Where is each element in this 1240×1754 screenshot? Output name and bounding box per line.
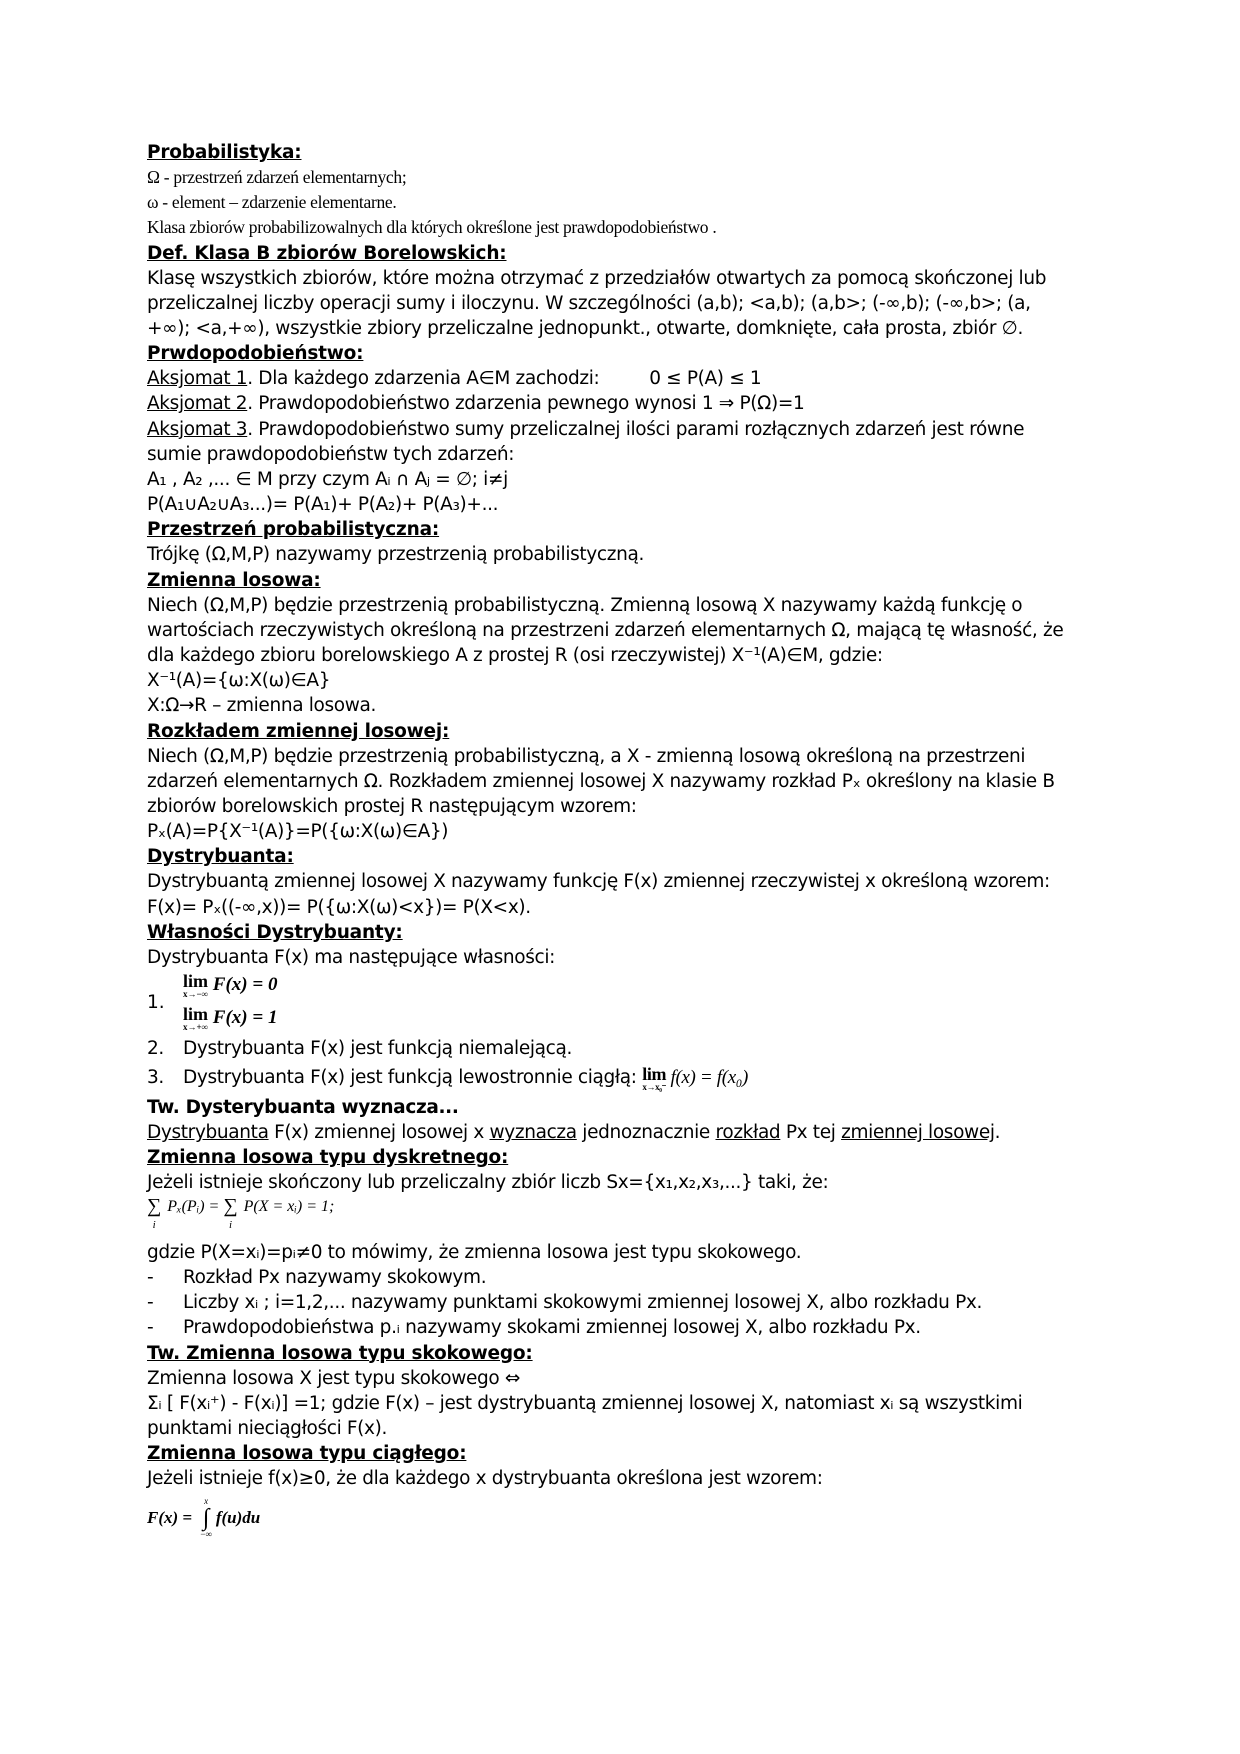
lim-operator: lim — [183, 1004, 209, 1025]
intro-line: ω - element – zdarzenie elementarne. — [147, 192, 397, 213]
underlined-term: rozkład — [715, 1122, 781, 1144]
list-text: Dystrybuanta F(x) jest funkcją lewostronnie ciągłą: — [183, 1067, 643, 1089]
section-heading-space: Przestrzeń probabilistyczna: — [147, 519, 440, 541]
bullet-dash: - — [147, 1317, 154, 1339]
axiom-2 — [147, 391, 1087, 416]
paragraph-line: wartościach rzeczywistych określoną na przestrzeni zdarzeń elementarnych Ω, mającą tę własność, że — [147, 619, 1064, 641]
property-1 — [147, 972, 1087, 1032]
bullet-item — [147, 1315, 1087, 1340]
theorem-heading: Tw. Dysterybuanta wyznacza... — [147, 1097, 459, 1119]
paragraph-line: gdzie P(X=xᵢ)=pᵢ≠0 to mówimy, że zmienna losowa jest typu skokowego. — [147, 1241, 802, 1263]
sigma-symbol: ∑ — [223, 1194, 238, 1217]
axiom-1 — [147, 366, 1087, 391]
lim-operator: lim — [183, 971, 209, 992]
list-number: 3. — [147, 1067, 164, 1089]
integral-formula — [147, 1497, 1087, 1539]
text-span: . — [994, 1122, 1001, 1144]
sum-formula — [147, 1196, 1087, 1240]
bullet-item — [147, 1265, 1087, 1290]
integral-lhs: F(x) = — [147, 1508, 197, 1528]
limit-formula — [183, 1005, 277, 1032]
integral-upper-limit: x — [204, 1496, 209, 1507]
intro-line: Ω - przestrzeń zdarzeń elementarnych; — [147, 167, 407, 187]
section-heading-borel: Def. Klasa B zbiorów Borelowskich: — [147, 242, 507, 264]
formula-line: A₁ , A₂ ,... ∈ M przy czym Aᵢ ∩ Aⱼ = ∅; i≠j — [147, 469, 508, 491]
paragraph-line: Jeżeli istnieje f(x)≥0, że dla każdego x dystrybuanta określona jest wzorem: — [147, 1468, 823, 1490]
lim-operator: lim — [642, 1064, 667, 1085]
sigma-index: i — [228, 1218, 232, 1231]
paragraph-line: Niech (Ω,M,P) będzie przestrzenią probabilistyczną. Zmienną losową X nazywamy każdą funkcję o — [147, 594, 1023, 616]
paragraph-line: sumie prawdopodobieństw tych zdarzeń: — [147, 443, 515, 465]
axiom-text: . Dla każdego zdarzenia A∈M zachodzi: 0 ≤ P(A) ≤ 1 — [247, 368, 762, 390]
paragraph-line: +∞); <a,+∞), wszystkie zbiory przeliczalne jednopunkt., otwarte, domknięte, cała prosta, zbiór ∅. — [147, 318, 1023, 340]
lim-body: f(x) = f(x₀) — [670, 1067, 749, 1089]
paragraph-line: zdarzeń elementarnych Ω. Rozkładem zmiennej losowej X nazywamy rozkład Pₓ określony na klasie B — [147, 770, 1055, 792]
formula-line: P(A₁∪A₂∪A₃...)= P(A₁)+ P(A₂)+ P(A₃)+... — [147, 494, 499, 516]
formula-line: F(x)= Pₓ((-∞,x))= P({ω:X(ω)<x})= P(X<x). — [147, 896, 531, 918]
integral-rhs: f(u)du — [215, 1508, 261, 1528]
limit-formula — [183, 972, 277, 999]
integral-symbol: ∫ — [202, 1505, 210, 1532]
theorem-text — [147, 1120, 1087, 1145]
bullet-text: Rozkład Px nazywamy skokowym. — [183, 1266, 487, 1288]
sum-right: P(X = xᵢ) = 1; — [243, 1197, 335, 1215]
text-span: F(x) zmiennej losowej x — [268, 1122, 490, 1144]
property-2 — [147, 1036, 1087, 1061]
section-heading-continuous: Zmienna losowa typu ciągłego: — [147, 1443, 467, 1465]
section-heading-distribution: Rozkładem zmiennej losowej: — [147, 720, 450, 742]
axiom-3 — [147, 417, 1087, 442]
bullet-text: Prawdopodobieństwa p.ᵢ nazywamy skokami zmiennej losowej X, albo rozkładu Px. — [183, 1317, 921, 1339]
list-number: 2. — [147, 1038, 164, 1060]
axiom-text: . Prawdopodobieństwo zdarzenia pewnego wynosi 1 ⇒ P(Ω)=1 — [247, 393, 805, 415]
underlined-term: wyznacza — [489, 1122, 577, 1144]
paragraph-line: Zmienna losowa X jest typu skokowego ⇔ — [147, 1367, 521, 1389]
intro-line: Klasa zbiorów probabilizowalnych dla których określone jest prawdopodobieństwo . — [147, 217, 717, 238]
list-text: Dystrybuanta F(x) jest funkcją niemalejącą. — [183, 1038, 572, 1060]
section-heading-cdf: Dystrybuanta: — [147, 846, 294, 868]
section-heading-discrete: Zmienna losowa typu dyskretnego: — [147, 1147, 509, 1169]
formula-line: X:Ω→R – zmienna losowa. — [147, 695, 377, 717]
integral-lower-limit: −∞ — [200, 1529, 212, 1540]
document-page — [147, 140, 1087, 1539]
sigma-index: i — [152, 1218, 156, 1231]
formula-line: X⁻¹(A)={ω:X(ω)∈A} — [147, 670, 331, 692]
lim-body: F(x) = 0 — [212, 973, 278, 995]
paragraph-line: zbiorów borelowskich prostej R następującym wzorem: — [147, 796, 637, 818]
axiom-text: . Prawdopodobieństwo sumy przeliczalnej ilości parami rozłącznych zdarzeń jest równe — [247, 418, 1025, 440]
bullet-dash: - — [147, 1266, 154, 1288]
axiom-label: Aksjomat 3 — [147, 418, 248, 440]
text-span: jednoznacznie — [576, 1122, 716, 1144]
bullet-dash: - — [147, 1292, 154, 1314]
sigma-symbol: ∑ — [147, 1194, 162, 1217]
section-heading-theorem2: Tw. Zmienna losowa typu skokowego: — [147, 1342, 533, 1364]
formula-line: Pₓ(A)=P{X⁻¹(A)}=P({ω:X(ω)∈A}) — [147, 821, 449, 843]
paragraph-line: Trójkę (Ω,M,P) nazywamy przestrzenią probabilistyczną. — [147, 544, 644, 566]
section-heading-cdf-props: Własności Dystrybuanty: — [147, 921, 403, 943]
paragraph-line: Jeżeli istnieje skończony lub przeliczalny zbiór liczb Sx={x₁,x₂,x₃,...} taki, że: — [147, 1172, 829, 1194]
underlined-term: Dystrybuanta — [147, 1122, 269, 1144]
axiom-label: Aksjomat 1 — [147, 368, 248, 390]
paragraph-line: Niech (Ω,M,P) będzie przestrzenią probabilistyczną, a X - zmienną losową określoną na przestrzeni — [147, 745, 1026, 767]
lim-subscript: x→+∞ — [183, 1022, 209, 1033]
paragraph-line: Klasę wszystkich zbiorów, które można otrzymać z przedziałów otwartych za pomocą skończonej lub — [147, 267, 1047, 289]
text-span: Px tej — [780, 1122, 842, 1144]
axiom-label: Aksjomat 2 — [147, 393, 248, 415]
section-heading-probability: Prwdopodobieństwo: — [147, 343, 364, 365]
lim-subscript: x→x₀⁻ — [642, 1082, 667, 1093]
sum-left: Pₓ(Pᵢ) = — [167, 1197, 224, 1215]
list-number: 1. — [147, 991, 165, 1013]
lim-subscript: x→−∞ — [183, 989, 209, 1000]
lim-body: F(x) = 1 — [212, 1006, 278, 1028]
paragraph-line: Dystrybuanta F(x) ma następujące własności: — [147, 946, 556, 968]
underlined-term: zmiennej losowej — [841, 1122, 995, 1144]
paragraph-line: punktami nieciągłości F(x). — [147, 1417, 388, 1439]
limit-formula — [642, 1061, 748, 1095]
paragraph-line: przeliczalnej liczby operacji sumy i iloczynu. W szczególności (a,b); <a,b); (a,b>; (-∞,b); (-∞,b>; (a, — [147, 292, 1031, 314]
page-title: Probabilistyka: — [147, 142, 302, 163]
section-heading-random-var: Zmienna losowa: — [147, 569, 321, 591]
property-3 — [147, 1061, 1087, 1095]
bullet-item — [147, 1290, 1087, 1315]
paragraph-line: Dystrybuantą zmiennej losowej X nazywamy funkcję F(x) zmiennej rzeczywistej x określoną wzorem: — [147, 871, 1050, 893]
paragraph-line: dla każdego zbioru borelowskiego A z prostej R (osi rzeczywistej) X⁻¹(A)∈M, gdzie: — [147, 645, 883, 667]
paragraph-line: Σᵢ [ F(xᵢ⁺) - F(xᵢ)] =1; gdzie F(x) – jest dystrybuantą zmiennej losowej X, natomiast xᵢ są wszystkimi — [147, 1392, 1023, 1414]
bullet-text: Liczby xᵢ ; i=1,2,... nazywamy punktami skokowymi zmiennej losowej X, albo rozkładu Px. — [183, 1292, 983, 1314]
